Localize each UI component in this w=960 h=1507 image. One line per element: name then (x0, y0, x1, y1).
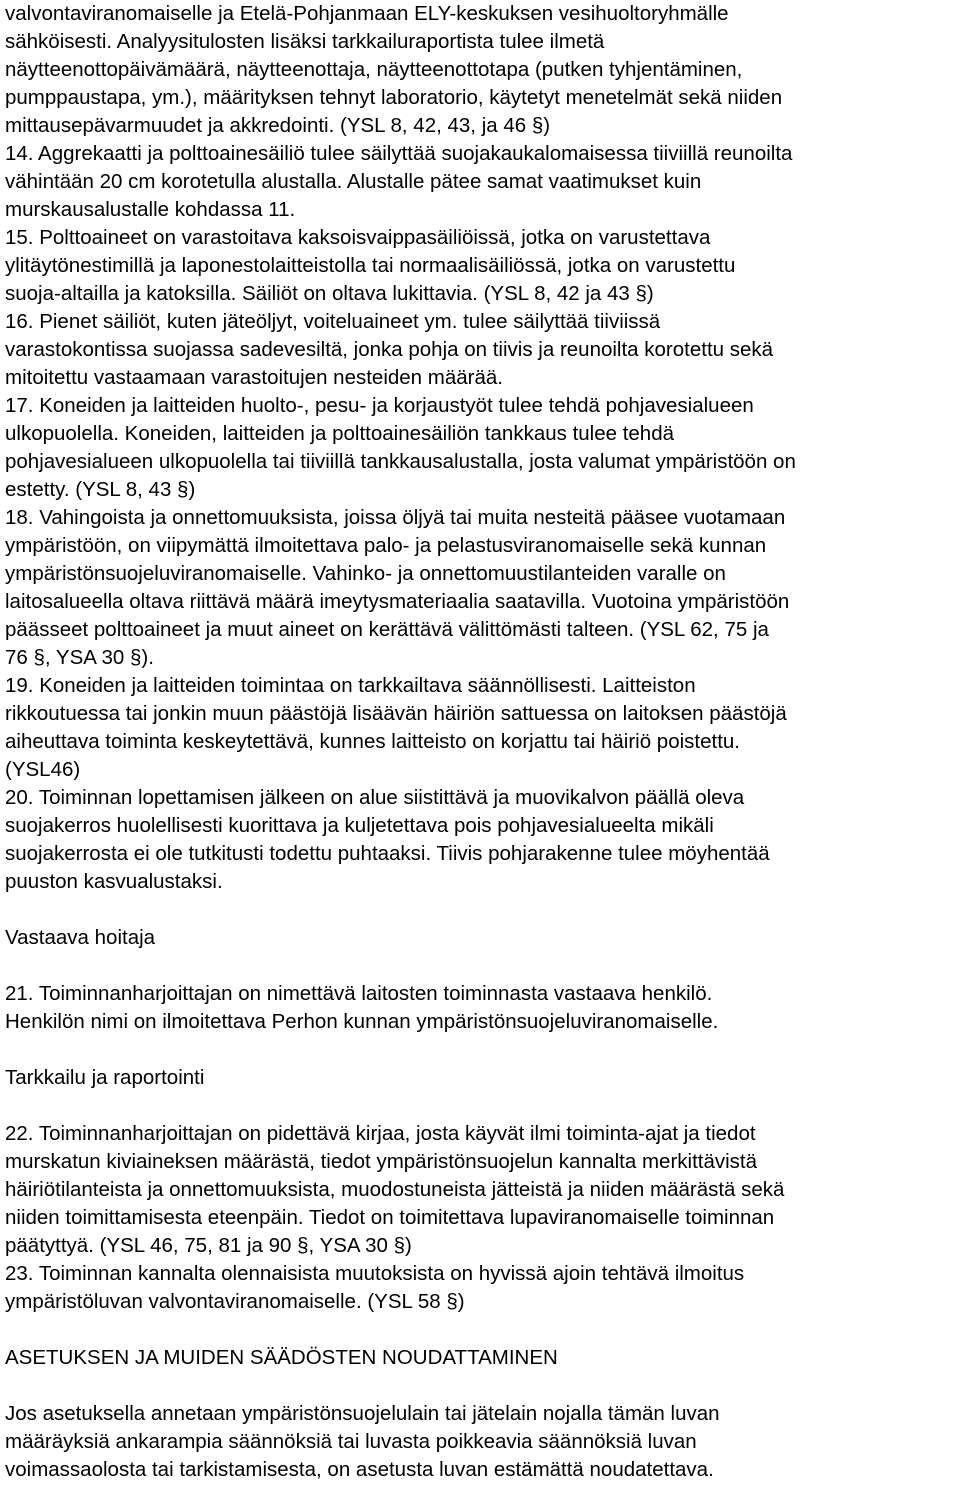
text-line: häiriötilanteista ja onnettomuuksista, muodostuneista jätteistä ja niiden määrästä sekä (5, 1178, 785, 1201)
spacer (5, 1036, 957, 1064)
text-line: vähintään 20 cm korotetulla alustalla. Alustalle pätee samat vaatimukset kuin (5, 170, 702, 193)
text-line: ympäristönsuojeluviranomaiselle. Vahinko- ja onnettomuustilanteiden varalle on (5, 562, 726, 585)
item-18-line: 18. Vahingoista ja onnettomuuksista, joissa öljyä tai muita nesteitä pääsee vuotamaan (5, 506, 786, 529)
text-line: pumppaustapa, ym.), määrityksen tehnyt laboratorio, käytetyt menetelmät sekä niiden (5, 86, 783, 109)
text-line: ulkopuolella. Koneiden, laitteiden ja polttoainesäiliön tankkaus tulee tehdä (5, 422, 675, 445)
text-line: pohjavesialueen ulkopuolella tai tiiviillä tankkausalustalla, josta valumat ympäristöön on (5, 450, 796, 473)
item-15-line: 15. Polttoaineet on varastoitava kaksoisvaippasäiliöissä, jotka on varustettava (5, 226, 711, 249)
text-line: päässeet polttoaineet ja muut aineet on kerättävä välittömästi talteen. (YSL 62, 75 ja (5, 618, 769, 641)
item-21-line: 21. Toiminnanharjoittajan on nimettävä laitosten toiminnasta vastaava henkilö. (5, 982, 713, 1005)
text-line: Jos asetuksella annetaan ympäristönsuojelulain tai jätelain nojalla tämän luvan (5, 1402, 720, 1425)
text-line: murskausalustalle kohdassa 11. (5, 198, 296, 221)
text-line: suoja-altailla ja katoksilla. Säiliöt on oltava lukittavia. (YSL 8, 42 ja 43 §) (5, 282, 654, 305)
item-23-line: 23. Toiminnan kannalta olennaisista muutoksista on hyvissä ajoin tehtävä ilmoitus (5, 1262, 745, 1285)
text-line: 76 §, YSA 30 §). (5, 646, 154, 669)
text-line: voimassaolosta tai tarkistamisesta, on asetusta luvan estämättä noudatettava. (5, 1458, 714, 1481)
main-text (5, 0, 957, 896)
document-page (5, 0, 957, 1484)
item-22-line: 22. Toiminnanharjoittajan on pidettävä kirjaa, josta käyvät ilmi toiminta-ajat ja tiedot (5, 1122, 756, 1145)
item-14-line: 14. Aggrekaatti ja polttoainesäiliö tulee säilyttää suojakaukalomaisessa tiiviillä reunoilta (5, 142, 793, 165)
spacer (5, 1316, 957, 1344)
item-16-line: 16. Pienet säiliöt, kuten jäteöljyt, voiteluaineet ym. tulee säilyttää tiiviissä (5, 310, 661, 333)
text-line: valvontaviranomaiselle ja Etelä-Pohjanmaan ELY-keskuksen vesihuoltoryhmälle (5, 2, 729, 25)
spacer (5, 896, 957, 924)
section-heading-responsible: Vastaava hoitaja (5, 926, 156, 949)
text-line: sähköisesti. Analyysitulosten lisäksi tarkkailuraportista tulee ilmetä (5, 30, 605, 53)
text-line: (YSL46) (5, 758, 81, 781)
item-20-line: 20. Toiminnan lopettamisen jälkeen on alue siistittävä ja muovikalvon päällä oleva (5, 786, 745, 809)
section-heading-regulations: ASETUKSEN JA MUIDEN SÄÄDÖSTEN NOUDATTAMINEN (5, 1346, 558, 1369)
text-line: suojakerrosta ei ole tutkitusti todettu puhtaaksi. Tiivis pohjarakenne tulee möyhentää (5, 842, 770, 865)
text-line: murskatun kiviaineksen määrästä, tiedot ympäristönsuojelun kannalta merkittävistä (5, 1150, 758, 1173)
text-line: mittausepävarmuudet ja akkredointi. (YSL 8, 42, 43, ja 46 §) (5, 114, 551, 137)
text-line: ylitäytönestimillä ja laponestolaitteistolla tai normaalisäiliössä, jotka on varustettu (5, 254, 736, 277)
text-line: aiheuttava toiminta keskeytettävä, kunnes laitteisto on korjattu tai häiriö poistettu. (5, 730, 740, 753)
text-line: näytteenottopäivämäärä, näytteenottaja, näytteenottotapa (putken tyhjentäminen, (5, 58, 743, 81)
text-line: rikkoutuessa tai jonkin muun päästöjä lisäävän häiriön sattuessa on laitoksen päästöjä (5, 702, 787, 725)
item-17-line: 17. Koneiden ja laitteiden huolto-, pesu- ja korjaustyöt tulee tehdä pohjavesialueen (5, 394, 754, 417)
text-line: estetty. (YSL 8, 43 §) (5, 478, 196, 501)
text-line: mitoitettu vastaamaan varastoitujen nesteiden määrää. (5, 366, 503, 389)
text-line: suojakerros huolellisesti kuorittava ja kuljetettava pois pohjavesialueelta mikäli (5, 814, 714, 837)
text-line: laitosalueella oltava riittävä määrä imeytysmateriaalia saatavilla. Vuotoina ympäristöön (5, 590, 790, 613)
section-heading-monitoring: Tarkkailu ja raportointi (5, 1066, 205, 1089)
text-line: määräyksiä ankarampia säännöksiä tai luvasta poikkeavia säännöksiä luvan (5, 1430, 697, 1453)
text-line: päätyttyä. (YSL 46, 75, 81 ja 90 §, YSA 30 §) (5, 1234, 412, 1257)
spacer (5, 1092, 957, 1120)
text-line: varastokontissa suojassa sadevesiltä, jonka pohja on tiivis ja reunoilta korotettu sekä (5, 338, 774, 361)
spacer (5, 1372, 957, 1400)
text-line: puuston kasvualustaksi. (5, 870, 223, 893)
text-line: Henkilön nimi on ilmoitettava Perhon kunnan ympäristönsuojeluviranomaiselle. (5, 1010, 719, 1033)
text-line: niiden toimittamisesta eteenpäin. Tiedot on toimitettava lupaviranomaiselle toiminnan (5, 1206, 775, 1229)
text-line: ympäristöön, on viipymättä ilmoitettava palo- ja pelastusviranomaiselle sekä kunnan (5, 534, 767, 557)
item-19-line: 19. Koneiden ja laitteiden toimintaa on tarkkailtava säännöllisesti. Laitteiston (5, 674, 696, 697)
spacer (5, 952, 957, 980)
text-line: ympäristöluvan valvontaviranomaiselle. (YSL 58 §) (5, 1290, 465, 1313)
